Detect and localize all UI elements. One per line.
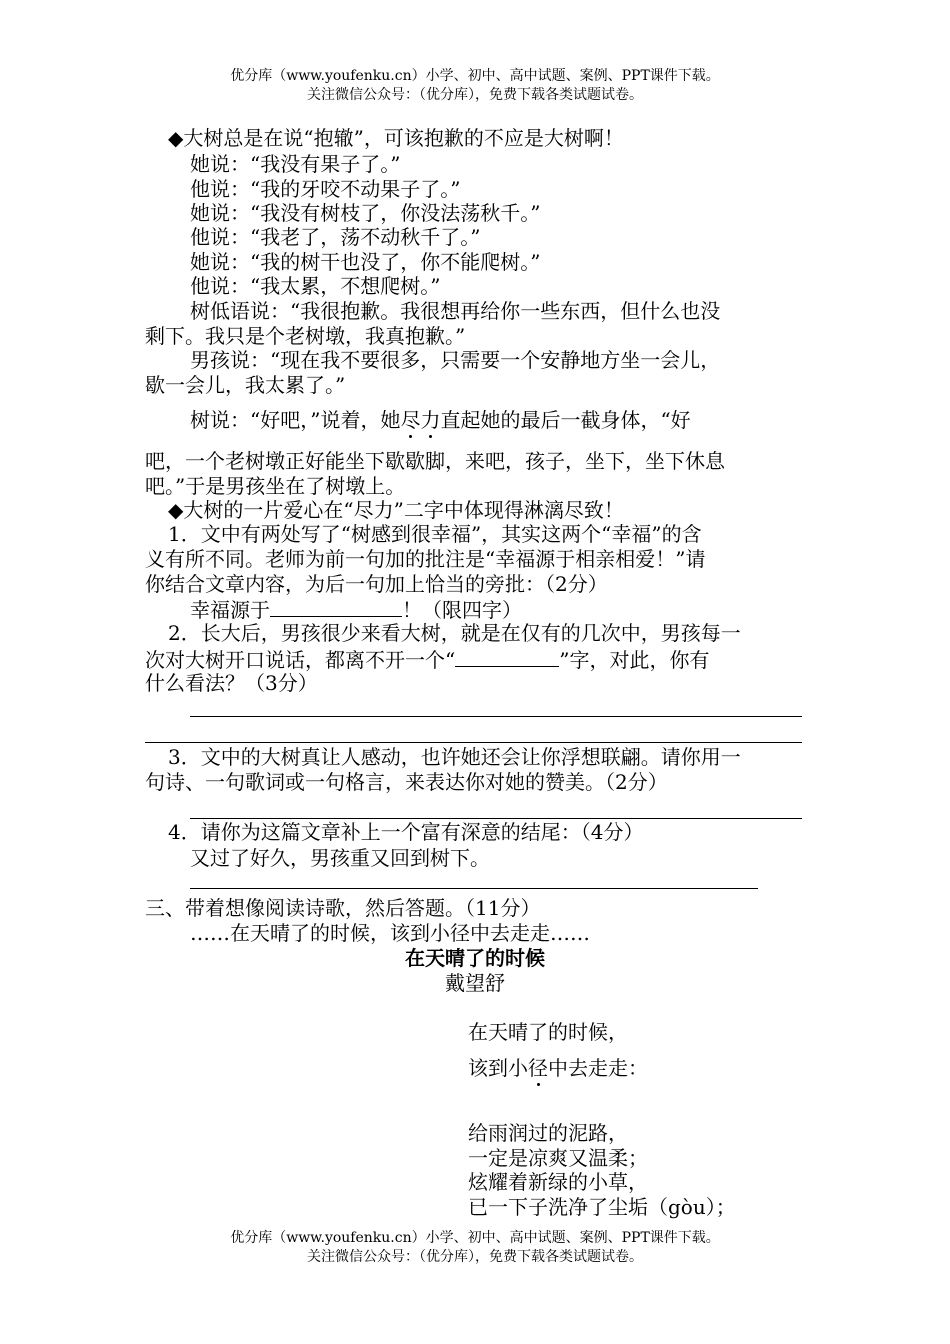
- footer-line-2: 关注微信公众号：（优分库），免费下载各类试题试卷。: [307, 1249, 643, 1265]
- question-1-line-2: 义有所不同。老师为前一句加的批注是“幸福源于相亲相爱！”请: [145, 547, 706, 571]
- passage-note-2: ◆大树的一片爱心在“尽力”二字中体现得淋漓尽致！: [168, 498, 624, 522]
- emphasis-char-jing: 径: [528, 1056, 548, 1080]
- question-4-line-2: 又过了好久，男孩重又回到树下。: [190, 846, 490, 870]
- question-2-answer-line-1[interactable]: [190, 716, 802, 717]
- poem-line-1: 在天晴了的时候，: [468, 1020, 628, 1044]
- paragraph-3-line-2: 吧，一个老树墩正好能坐下歇歇脚，来吧，孩子，坐下，坐下休息: [145, 449, 725, 473]
- paragraph-3-line-1: [190, 408, 691, 432]
- question-2-word-blank[interactable]: [455, 646, 559, 667]
- question-2-line-3: 什么看法？（3分）: [145, 671, 318, 695]
- question-1-answer-blank[interactable]: [270, 596, 402, 617]
- dialogue-line-1: 她说：“我没有果子了。”: [190, 152, 401, 176]
- paragraph-3-text-end: 直起她的最后一截身体，“好: [440, 408, 691, 432]
- passage-note-1: ◆大树总是在说“抱辙”，可该抱歉的不应是大树啊！: [168, 126, 624, 150]
- footer-line-1: 优分库（www.youfenku.cn）小学、初中、高中试题、案例、PPT课件下载。: [230, 1230, 720, 1246]
- paragraph-1-line-1: 树低语说：“我很抱歉。我很想再给你一些东西，但什么也没: [190, 299, 721, 323]
- poem-line-5: 炫耀着新绿的小草，: [468, 1170, 648, 1194]
- dialogue-line-3: 她说：“我没有树枝了，你没法荡秋千。”: [190, 201, 541, 225]
- poem-line-6: 已一下子洗净了尘垢（gòu）；: [468, 1195, 736, 1219]
- poem-author: 戴望舒: [445, 971, 505, 995]
- paragraph-2-line-1: 男孩说：“现在我不要很多，只需要一个安静地方坐一会儿，: [190, 348, 721, 372]
- question-2-line-2: [145, 646, 709, 672]
- question-1-line-3: 你结合文章内容，为后一句加上恰当的旁批：（2分）: [145, 572, 608, 596]
- section-3-heading: 三、带着想像阅读诗歌，然后答题。（11分）: [145, 896, 541, 920]
- question-2-text-end: ”字，对此，你有: [559, 648, 710, 672]
- question-2-answer-line-2[interactable]: [145, 742, 802, 743]
- poem-line-2-end: 中去走走：: [548, 1056, 648, 1080]
- question-4-line-1: 4．请你为这篇文章补上一个富有深意的结尾：（4分）: [168, 820, 644, 844]
- paragraph-3-line-3: 吧。”于是男孩坐在了树墩上。: [145, 474, 406, 498]
- poem-line-2-start: 该到小: [468, 1056, 528, 1080]
- emphasis-char-jin: 尽: [400, 408, 421, 432]
- question-4-answer-line[interactable]: [190, 888, 758, 889]
- question-3-answer-line[interactable]: [190, 818, 802, 819]
- emphasis-char-li: 力: [420, 408, 441, 432]
- dialogue-line-4: 他说：“我老了，荡不动秋千了。”: [190, 225, 481, 249]
- paragraph-3-text-start: 树说：“好吧，”说着，她: [190, 408, 401, 432]
- section-3-intro: ……在天晴了的时候，该到小径中去走走……: [190, 921, 590, 945]
- dialogue-line-6: 他说：“我太累，不想爬树。”: [190, 274, 441, 298]
- question-1-answer-prefix: 幸福源于: [190, 598, 270, 622]
- question-3-line-2: 句诗、一句歌词或一句格言，来表达你对她的赞美。（2分）: [145, 770, 668, 794]
- dialogue-line-5: 她说：“我的树干也没了，你不能爬树。”: [190, 250, 541, 274]
- poem-line-3: 给雨润过的泥路，: [468, 1121, 628, 1145]
- question-2-text-start: 次对大树开口说话，都离不开一个“: [145, 648, 456, 672]
- question-1-answer-line: [190, 596, 522, 622]
- dialogue-line-2: 他说：“我的牙咬不动果子了。”: [190, 177, 461, 201]
- poem-line-4: 一定是凉爽又温柔；: [468, 1146, 648, 1170]
- paragraph-2-line-2: 歇一会儿，我太累了。”: [145, 373, 346, 397]
- question-3-line-1: 3．文中的大树真让人感动，也许她还会让你浮想联翩。请你用一: [168, 745, 741, 769]
- question-1-answer-suffix: ！（限四字）: [402, 598, 522, 622]
- header-line-2: 关注微信公众号：（优分库），免费下载各类试题试卷。: [307, 87, 643, 103]
- poem-line-2: [468, 1056, 648, 1080]
- question-2-line-1: 2．长大后，男孩很少来看大树，就是在仅有的几次中，男孩每一: [168, 621, 741, 645]
- poem-title: 在天晴了的时候: [405, 946, 545, 970]
- paragraph-1-line-2: 剩下。我只是个老树墩，我真抱歉。”: [145, 324, 466, 348]
- question-1-line-1: 1．文中有两处写了“树感到很幸福”，其实这两个“幸福”的含: [168, 522, 702, 546]
- header-line-1: 优分库（www.youfenku.cn）小学、初中、高中试题、案例、PPT课件下载。: [230, 68, 720, 84]
